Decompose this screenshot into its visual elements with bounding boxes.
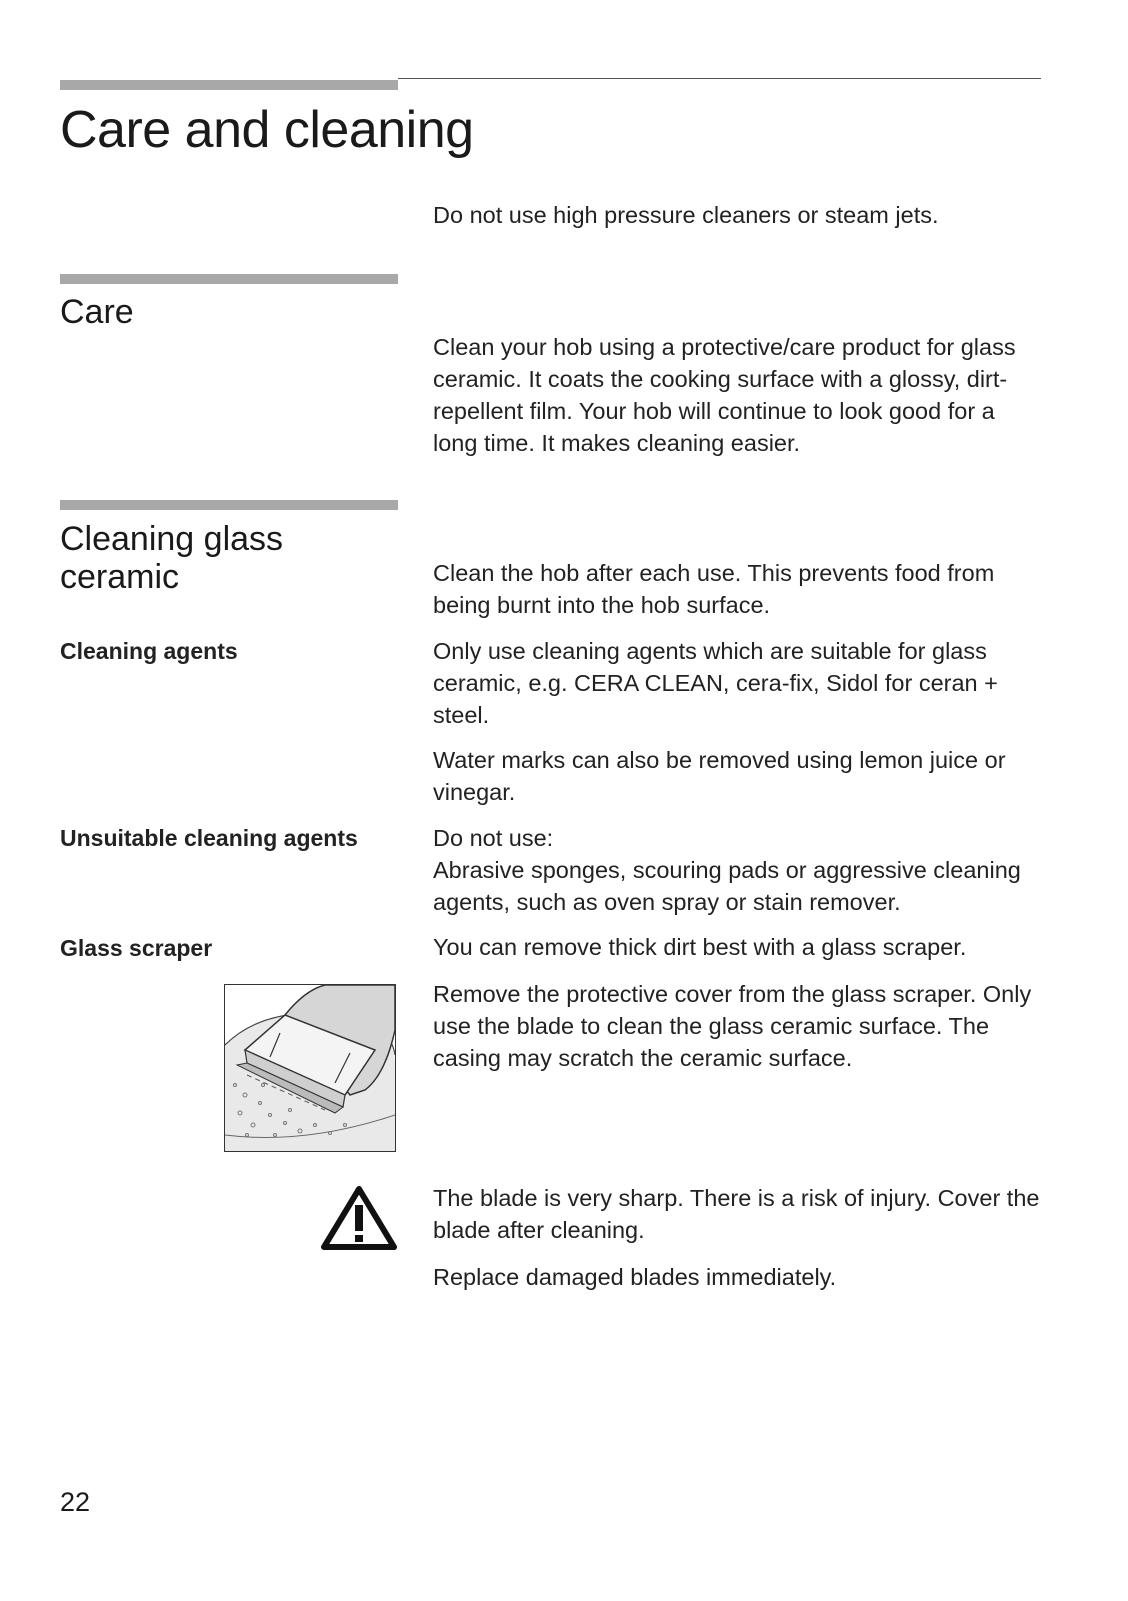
cleaning-intro-text: Clean the hob after each use. This prevents food from being burnt into the hob surface. [433, 560, 995, 618]
glass-scraper-label: Glass scraper [60, 935, 213, 961]
care-text: Clean your hob using a protective/care product for glass ceramic. It coats the cooking surface with a glossy, dirt-repellent film. Your hob will continue to look good for a long time. It makes cleaning easier. [433, 334, 1016, 456]
warning-text1: The blade is very sharp. There is a risk of injury. Cover the blade after cleaning. [433, 1185, 1040, 1243]
unsuitable-line2: Abrasive sponges, scouring pads or aggressive cleaning agents, such as oven spray or stain remover. [433, 857, 1021, 915]
cleaning-section-bar [60, 500, 398, 510]
glass-scraper-text2: Remove the protective cover from the glass scraper. Only use the blade to clean the glass ceramic surface. The casing may scratch the ceramic surface. [433, 981, 1032, 1071]
intro-text: Do not use high pressure cleaners or steam jets. [433, 202, 939, 228]
warning-triangle-icon [321, 1186, 397, 1250]
cleaning-heading [60, 520, 283, 596]
header-rule [398, 78, 1041, 79]
header-bar [60, 80, 398, 90]
page-number: 22 [60, 1487, 91, 1517]
care-heading: Care [60, 293, 134, 331]
glass-scraper-icon [225, 985, 395, 1151]
unsuitable-agents-text [433, 822, 1048, 918]
cleaning-agents-text1: Only use cleaning agents which are suitable for glass ceramic, e.g. CERA CLEAN, cera-fix, Sidol for ceran + steel. [433, 638, 998, 728]
page-title: Care and cleaning [60, 101, 474, 159]
glass-scraper-text1: You can remove thick dirt best with a glass scraper. [433, 934, 967, 960]
unsuitable-line1: Do not use: [433, 825, 554, 851]
cleaning-heading-line1: Cleaning glass [60, 520, 284, 558]
care-section-bar [60, 274, 398, 284]
cleaning-agents-label: Cleaning agents [60, 638, 238, 664]
warning-text2: Replace damaged blades immediately. [433, 1264, 837, 1290]
cleaning-agents-text2: Water marks can also be removed using lemon juice or vinegar. [433, 747, 1006, 805]
cleaning-heading-line2: ceramic [60, 558, 180, 596]
glass-scraper-illustration [224, 984, 396, 1152]
unsuitable-agents-label: Unsuitable cleaning agents [60, 825, 358, 851]
